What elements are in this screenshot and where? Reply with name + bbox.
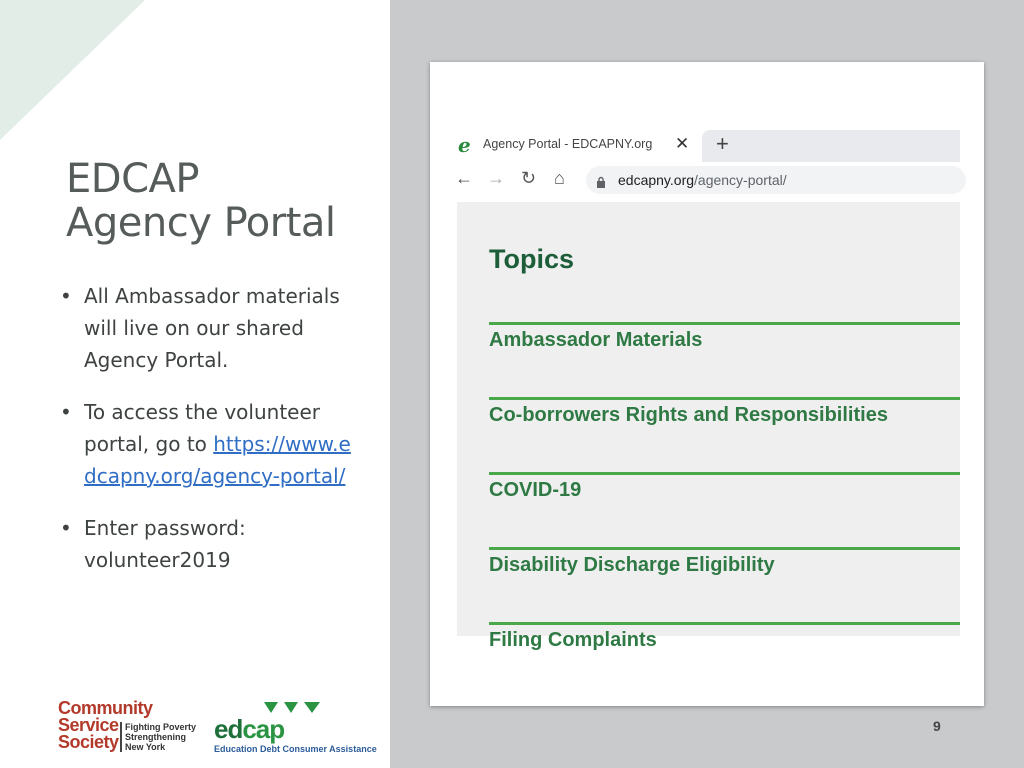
tab-agency-portal[interactable] <box>455 130 702 162</box>
bullet-text: To access the volunteer portal, go to <box>84 400 320 456</box>
css-logo-name: Community Service Society <box>58 698 153 752</box>
corner-decoration <box>0 0 145 140</box>
reload-icon[interactable]: ↻ <box>521 168 537 188</box>
bullet-text: All Ambassador materials will live on our shared Agency Portal. <box>84 284 340 372</box>
topic-label: COVID-19 <box>489 479 582 501</box>
topic-item[interactable] <box>489 397 960 426</box>
back-arrow-icon[interactable]: ← <box>455 168 473 188</box>
edcap-favicon-icon: e <box>458 133 471 157</box>
bullet-list <box>60 280 360 596</box>
slide-title-line-1: EDCAP <box>66 156 199 202</box>
browser-toolbar <box>455 162 960 198</box>
slide-title <box>66 157 336 245</box>
topics-heading: Topics <box>489 244 575 274</box>
logo-strip <box>56 698 396 758</box>
forward-arrow-icon[interactable]: → <box>487 168 505 188</box>
left-panel <box>0 0 390 768</box>
close-tab-icon[interactable]: ✕ <box>675 134 690 153</box>
topic-item[interactable] <box>489 622 960 651</box>
topic-item[interactable] <box>489 472 960 501</box>
url-domain: edcapny.org <box>618 172 695 188</box>
community-service-society-logo <box>58 700 208 756</box>
bullet-item <box>60 396 360 492</box>
bullet-item <box>60 512 360 576</box>
new-tab-icon[interactable]: + <box>716 131 729 156</box>
page-number: 9 <box>933 718 941 734</box>
home-icon[interactable]: ⌂ <box>554 168 565 188</box>
topic-label: Co-borrowers Rights and Responsibilities <box>489 404 888 426</box>
portal-page <box>457 202 960 651</box>
lock-icon <box>596 175 606 187</box>
tab-title: Agency Portal - EDCAPNY.org <box>483 137 653 151</box>
browser-window <box>455 130 960 651</box>
url-path: /agency-portal/ <box>694 172 787 188</box>
tab-strip-background <box>702 130 960 162</box>
slide-title-line-2: Agency Portal <box>66 200 336 246</box>
url-text <box>618 172 787 188</box>
topic-item[interactable] <box>489 322 960 351</box>
address-bar[interactable] <box>586 166 966 194</box>
topic-label: Disability Discharge Eligibility <box>489 554 775 576</box>
tab-bar <box>455 130 960 162</box>
css-logo-divider <box>120 722 122 752</box>
browser-screenshot <box>430 62 984 706</box>
edcap-logo <box>214 698 394 758</box>
topic-item[interactable] <box>489 547 960 576</box>
bullet-text: Enter password: volunteer2019 <box>84 516 246 572</box>
agency-portal-link[interactable]: https://www.edcapny.org/agency-portal/ <box>84 432 351 488</box>
bullet-item <box>60 280 360 376</box>
edcap-wordmark: edcap <box>214 714 285 744</box>
edcap-subtitle: Education Debt Consumer Assistance <box>214 744 377 754</box>
right-panel <box>390 0 1024 768</box>
topic-label: Filing Complaints <box>489 629 657 651</box>
css-logo-tagline: Fighting Poverty Strengthening New York <box>125 722 197 752</box>
topic-label: Ambassador Materials <box>489 329 703 351</box>
